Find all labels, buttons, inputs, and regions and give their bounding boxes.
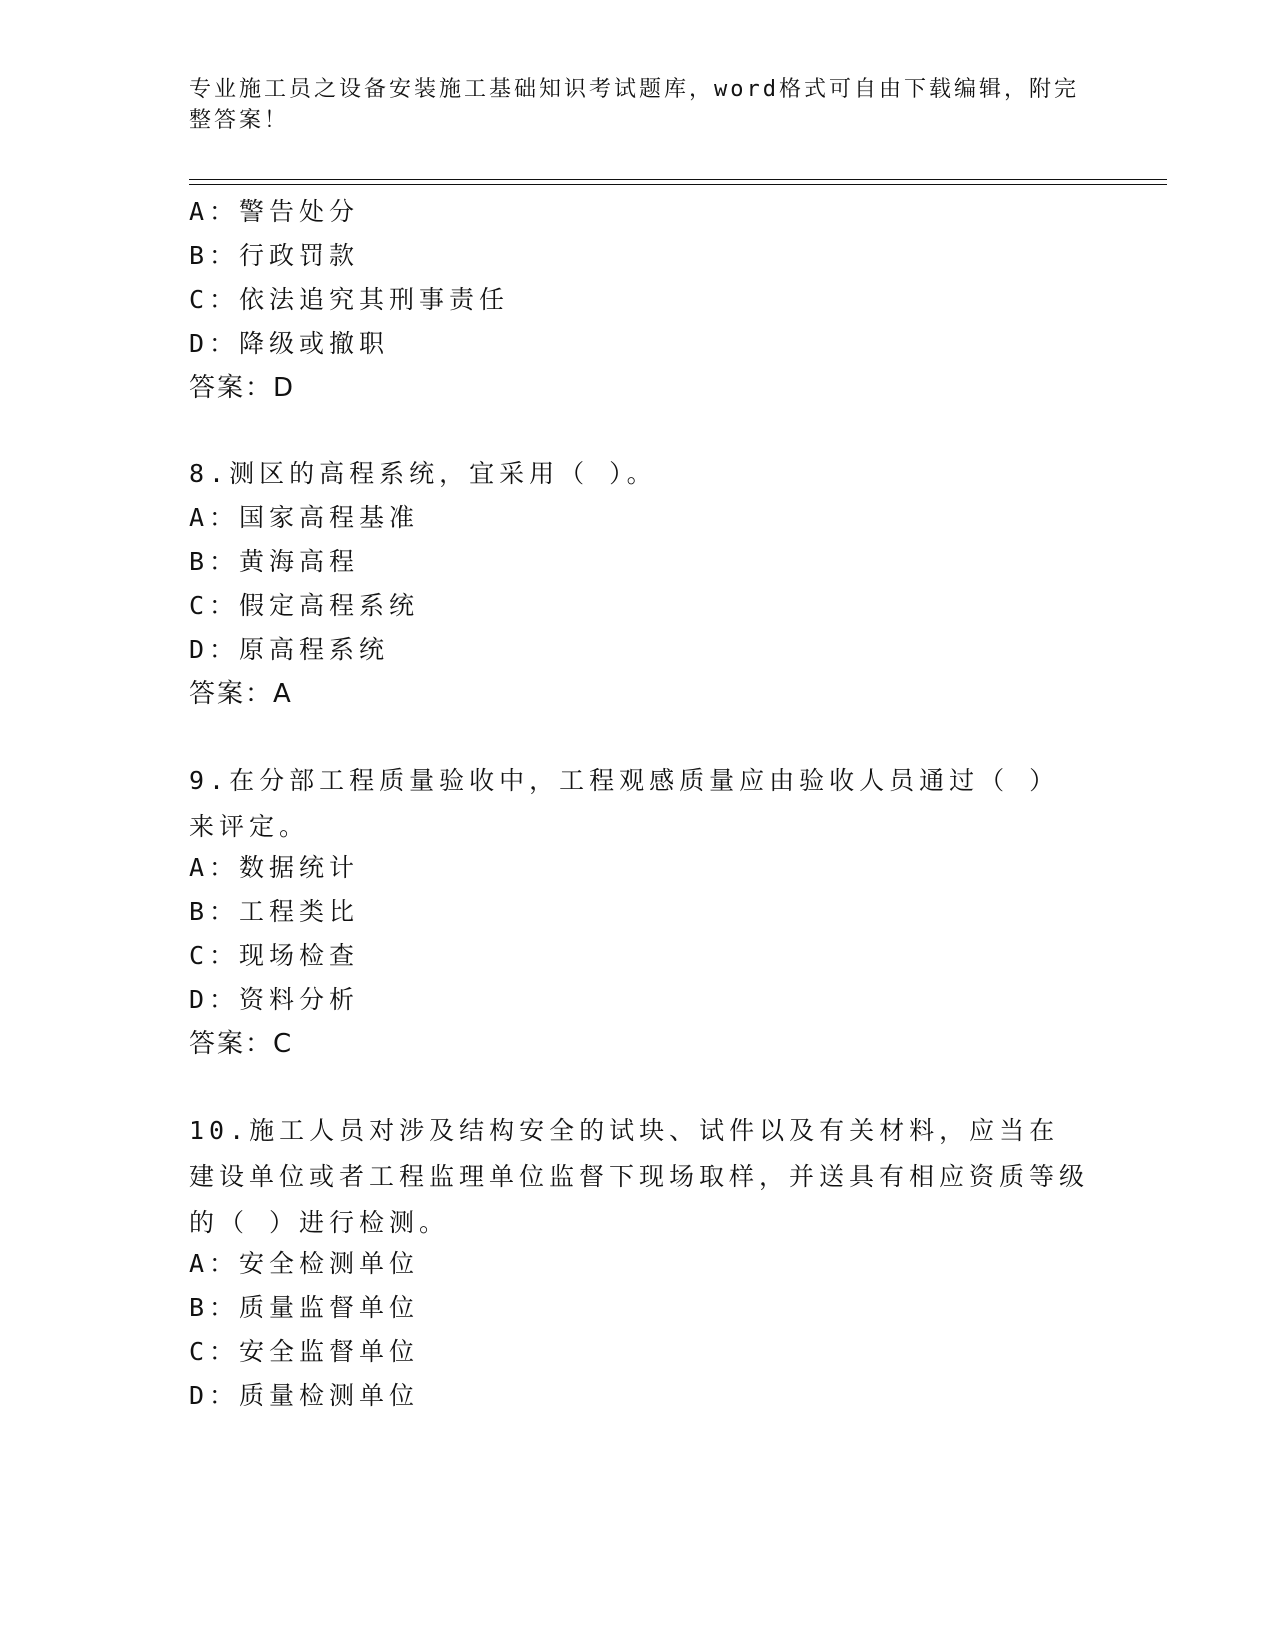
option-b: B：工程类比 (189, 897, 360, 926)
option-d: D：降级或撤职 (189, 329, 390, 358)
option-b: B：黄海高程 (189, 547, 360, 576)
option-a: A：安全检测单位 (189, 1249, 420, 1278)
answer-line: 答案：D (189, 373, 296, 403)
page-header-title: 专业施工员之设备安装施工基础知识考试题库，word格式可自由下载编辑，附完整答案！ (189, 77, 1079, 133)
option-a: A：国家高程基准 (189, 503, 420, 532)
header-divider-bottom (189, 184, 1167, 185)
header-divider-top (189, 179, 1167, 180)
answer-line: 答案：C (189, 1029, 294, 1059)
question-text: 8.测区的高程系统，宜采用（ ）。 (189, 459, 657, 488)
answer-line: 答案：A (189, 679, 293, 709)
option-a: A：警告处分 (189, 197, 360, 226)
option-b: B：质量监督单位 (189, 1293, 420, 1322)
option-c: C：依法追究其刑事责任 (189, 285, 510, 314)
option-a: A：数据统计 (189, 853, 360, 882)
question-text: 9.在分部工程质量验收中，工程观感质量应由验收人员通过（ ）来评定。 (189, 766, 1060, 841)
question-text: 10.施工人员对涉及结构安全的试块、试件以及有关材料，应当在建设单位或者工程监理单位监督下现场取样，并送具有相应资质等级的（ ）进行检测。 (189, 1116, 1090, 1237)
option-b: B：行政罚款 (189, 241, 360, 270)
option-c: C：假定高程系统 (189, 591, 420, 620)
option-c: C：安全监督单位 (189, 1337, 420, 1366)
option-c: C：现场检查 (189, 941, 360, 970)
option-d: D：原高程系统 (189, 635, 390, 664)
option-d: D：资料分析 (189, 985, 360, 1014)
option-d: D：质量检测单位 (189, 1381, 420, 1410)
